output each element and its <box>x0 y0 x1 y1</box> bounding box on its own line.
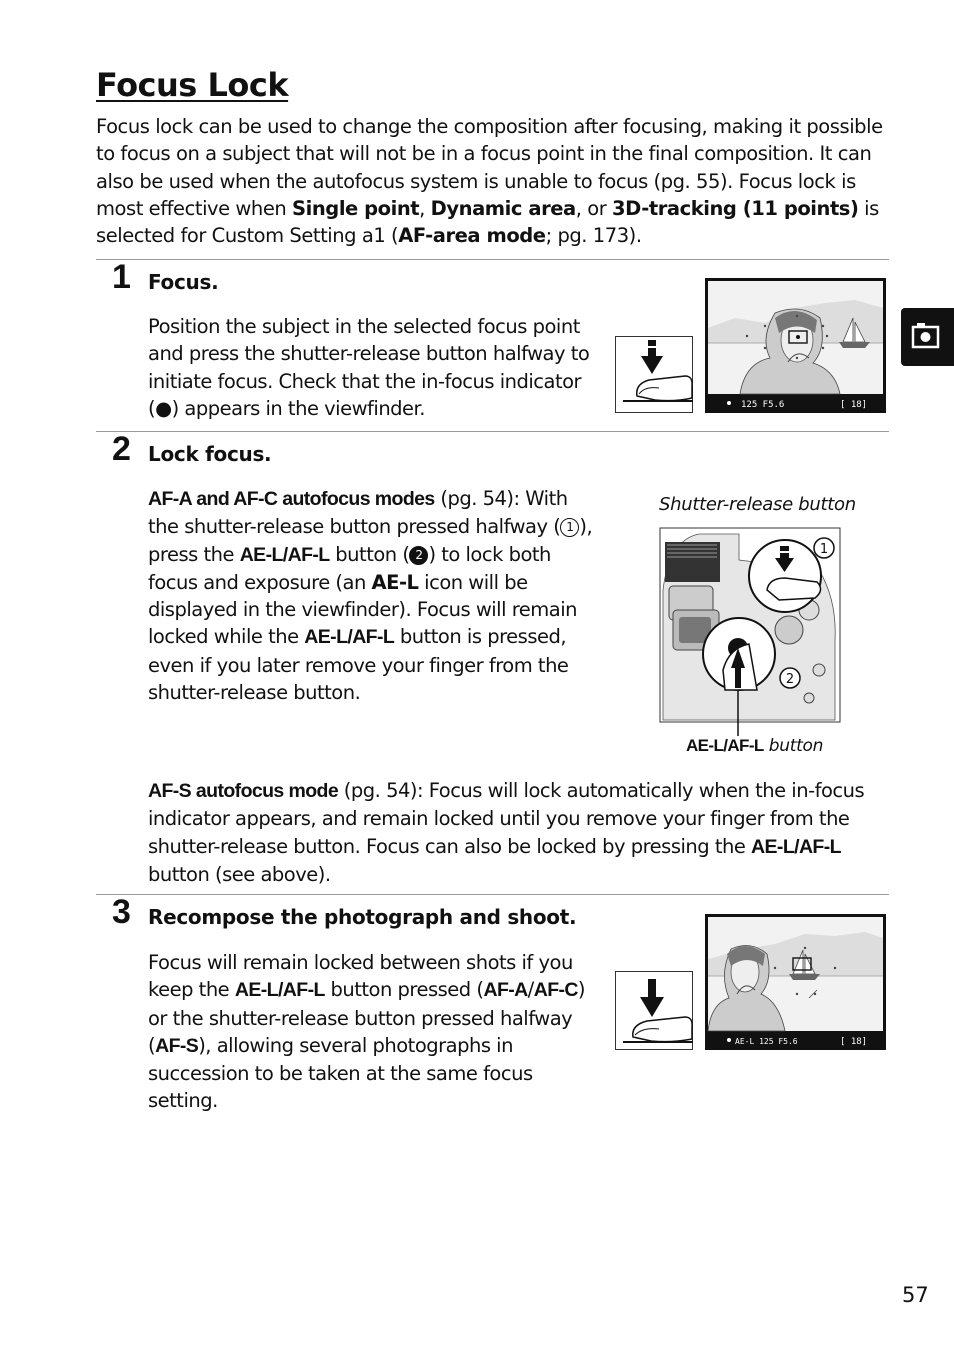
button-label: AE-L/AF-L <box>239 543 330 566</box>
viewfinder-frame-count: [ 18] <box>840 400 868 410</box>
step-text-part: Position the subject in the selected focus point and press the shutter-release button halfway to initiate focus. Check that the in-focus indicator ( <box>148 315 590 420</box>
callout-2-label: 2 <box>785 672 795 687</box>
callout-2-icon: 2 <box>409 546 428 565</box>
viewfinder-readout: 125 F5.6 <box>741 400 785 410</box>
divider <box>96 259 889 260</box>
viewfinder-readout: AE-L 125 F5.6 <box>735 1037 798 1046</box>
step-text-af-s <box>148 777 878 888</box>
viewfinder-image-focus <box>705 278 886 413</box>
in-focus-indicator-icon: ● <box>155 396 172 420</box>
mode-label: AF-A <box>483 979 528 1002</box>
step-text-part: button ( <box>329 542 410 566</box>
intro-bold-3d-tracking: 3D-tracking (11 points) <box>612 196 859 220</box>
step-text <box>148 949 588 1115</box>
intro-text: Focus lock can be used to change the composition after focusing, making it possible to focus on a subject that will not be in a focus point in the final composition. It can also be used when the autofocus system is unable to focus (pg. 55). Focus lock is most effective when <box>96 115 883 220</box>
step-title: Focus. <box>148 270 219 294</box>
divider <box>96 431 889 432</box>
intro-paragraph <box>96 113 896 249</box>
divider <box>96 894 889 895</box>
step-text <box>148 313 600 422</box>
camera-illustration <box>659 520 849 738</box>
mode-label: AF-A and AF-C autofocus modes <box>148 488 435 510</box>
step-text-part: button (see above). <box>148 862 331 886</box>
step-text-part: button is pressed, even if you later remove your finger from the shutter-release button. <box>148 625 569 705</box>
callout-1-icon: 1 <box>560 518 579 537</box>
callout-1-label: 1 <box>819 542 829 557</box>
intro-text: ; pg. 173). <box>545 224 642 248</box>
intro-text: is selected for Custom Setting a1 ( <box>96 196 879 248</box>
intro-bold-dynamic-area: Dynamic area <box>430 196 576 220</box>
mode-label: AF-S autofocus mode <box>148 780 339 802</box>
intro-bold-af-area-mode: AF-area mode <box>398 224 546 248</box>
intro-bold-single-point: Single point <box>292 196 420 220</box>
step-text-part: / <box>527 978 534 1002</box>
step-text-part: Focus will remain locked between shots if you keep the <box>148 951 573 1002</box>
full-press-finger-icon <box>615 971 693 1050</box>
step-text-part: (pg. 54): With the shutter-release button pressed halfway ( <box>148 487 568 539</box>
caption-bold: AE-L/AF-L <box>686 736 764 755</box>
step-title: Lock focus. <box>148 442 272 466</box>
step-text-part: ) to lock both focus and exposure (an <box>148 542 551 594</box>
step-text-part: ), allowing several photographs in succession to be taken at the same focus setting. <box>148 1033 533 1113</box>
step-text-part: ) appears in the viewfinder. <box>171 396 425 420</box>
button-label: AE-L/AF-L <box>304 626 395 649</box>
caption-italic: button <box>763 736 824 756</box>
half-press-finger-icon <box>615 336 693 413</box>
step-number: 3 <box>112 893 131 931</box>
step-text-part: button pressed ( <box>324 978 484 1002</box>
caption-shutter-release: Shutter-release button <box>659 494 856 515</box>
step-text-part: ) or the shutter-release button pressed halfway ( <box>148 978 586 1057</box>
ae-l-icon-label: AE-L <box>371 570 419 594</box>
button-label: AE-L/AF-L <box>234 979 325 1002</box>
step-text-part: icon will be displayed in the viewfinder). Focus will remain locked while the <box>148 570 578 649</box>
step-text-part: ), press the <box>148 515 593 566</box>
button-label: AE-L/AF-L <box>751 835 841 858</box>
viewfinder-frame-count: [ 18] <box>840 1037 868 1047</box>
intro-text: , <box>419 196 431 220</box>
chapter-tab <box>901 308 954 366</box>
mode-label: AF-S <box>155 1034 199 1057</box>
viewfinder-image-recompose <box>705 914 886 1050</box>
step-text-part: (pg. 54): Focus will lock automatically when the in-focus indicator appears, and remain locked until you remove your finger from the shutter-release button. Focus can also be locked by pressing the <box>148 779 865 858</box>
intro-text: , or <box>575 196 613 220</box>
step-text-af-a-af-c <box>148 485 600 706</box>
step-title: Recompose the photograph and shoot. <box>148 905 577 929</box>
mode-label: AF-C <box>533 979 578 1002</box>
step-number: 1 <box>112 258 131 296</box>
step-number: 2 <box>112 430 131 468</box>
caption-ae-l-af-l-button <box>686 736 823 756</box>
camera-icon <box>901 308 954 366</box>
page-number: 57 <box>902 1283 929 1307</box>
page-title: Focus Lock <box>96 66 289 104</box>
